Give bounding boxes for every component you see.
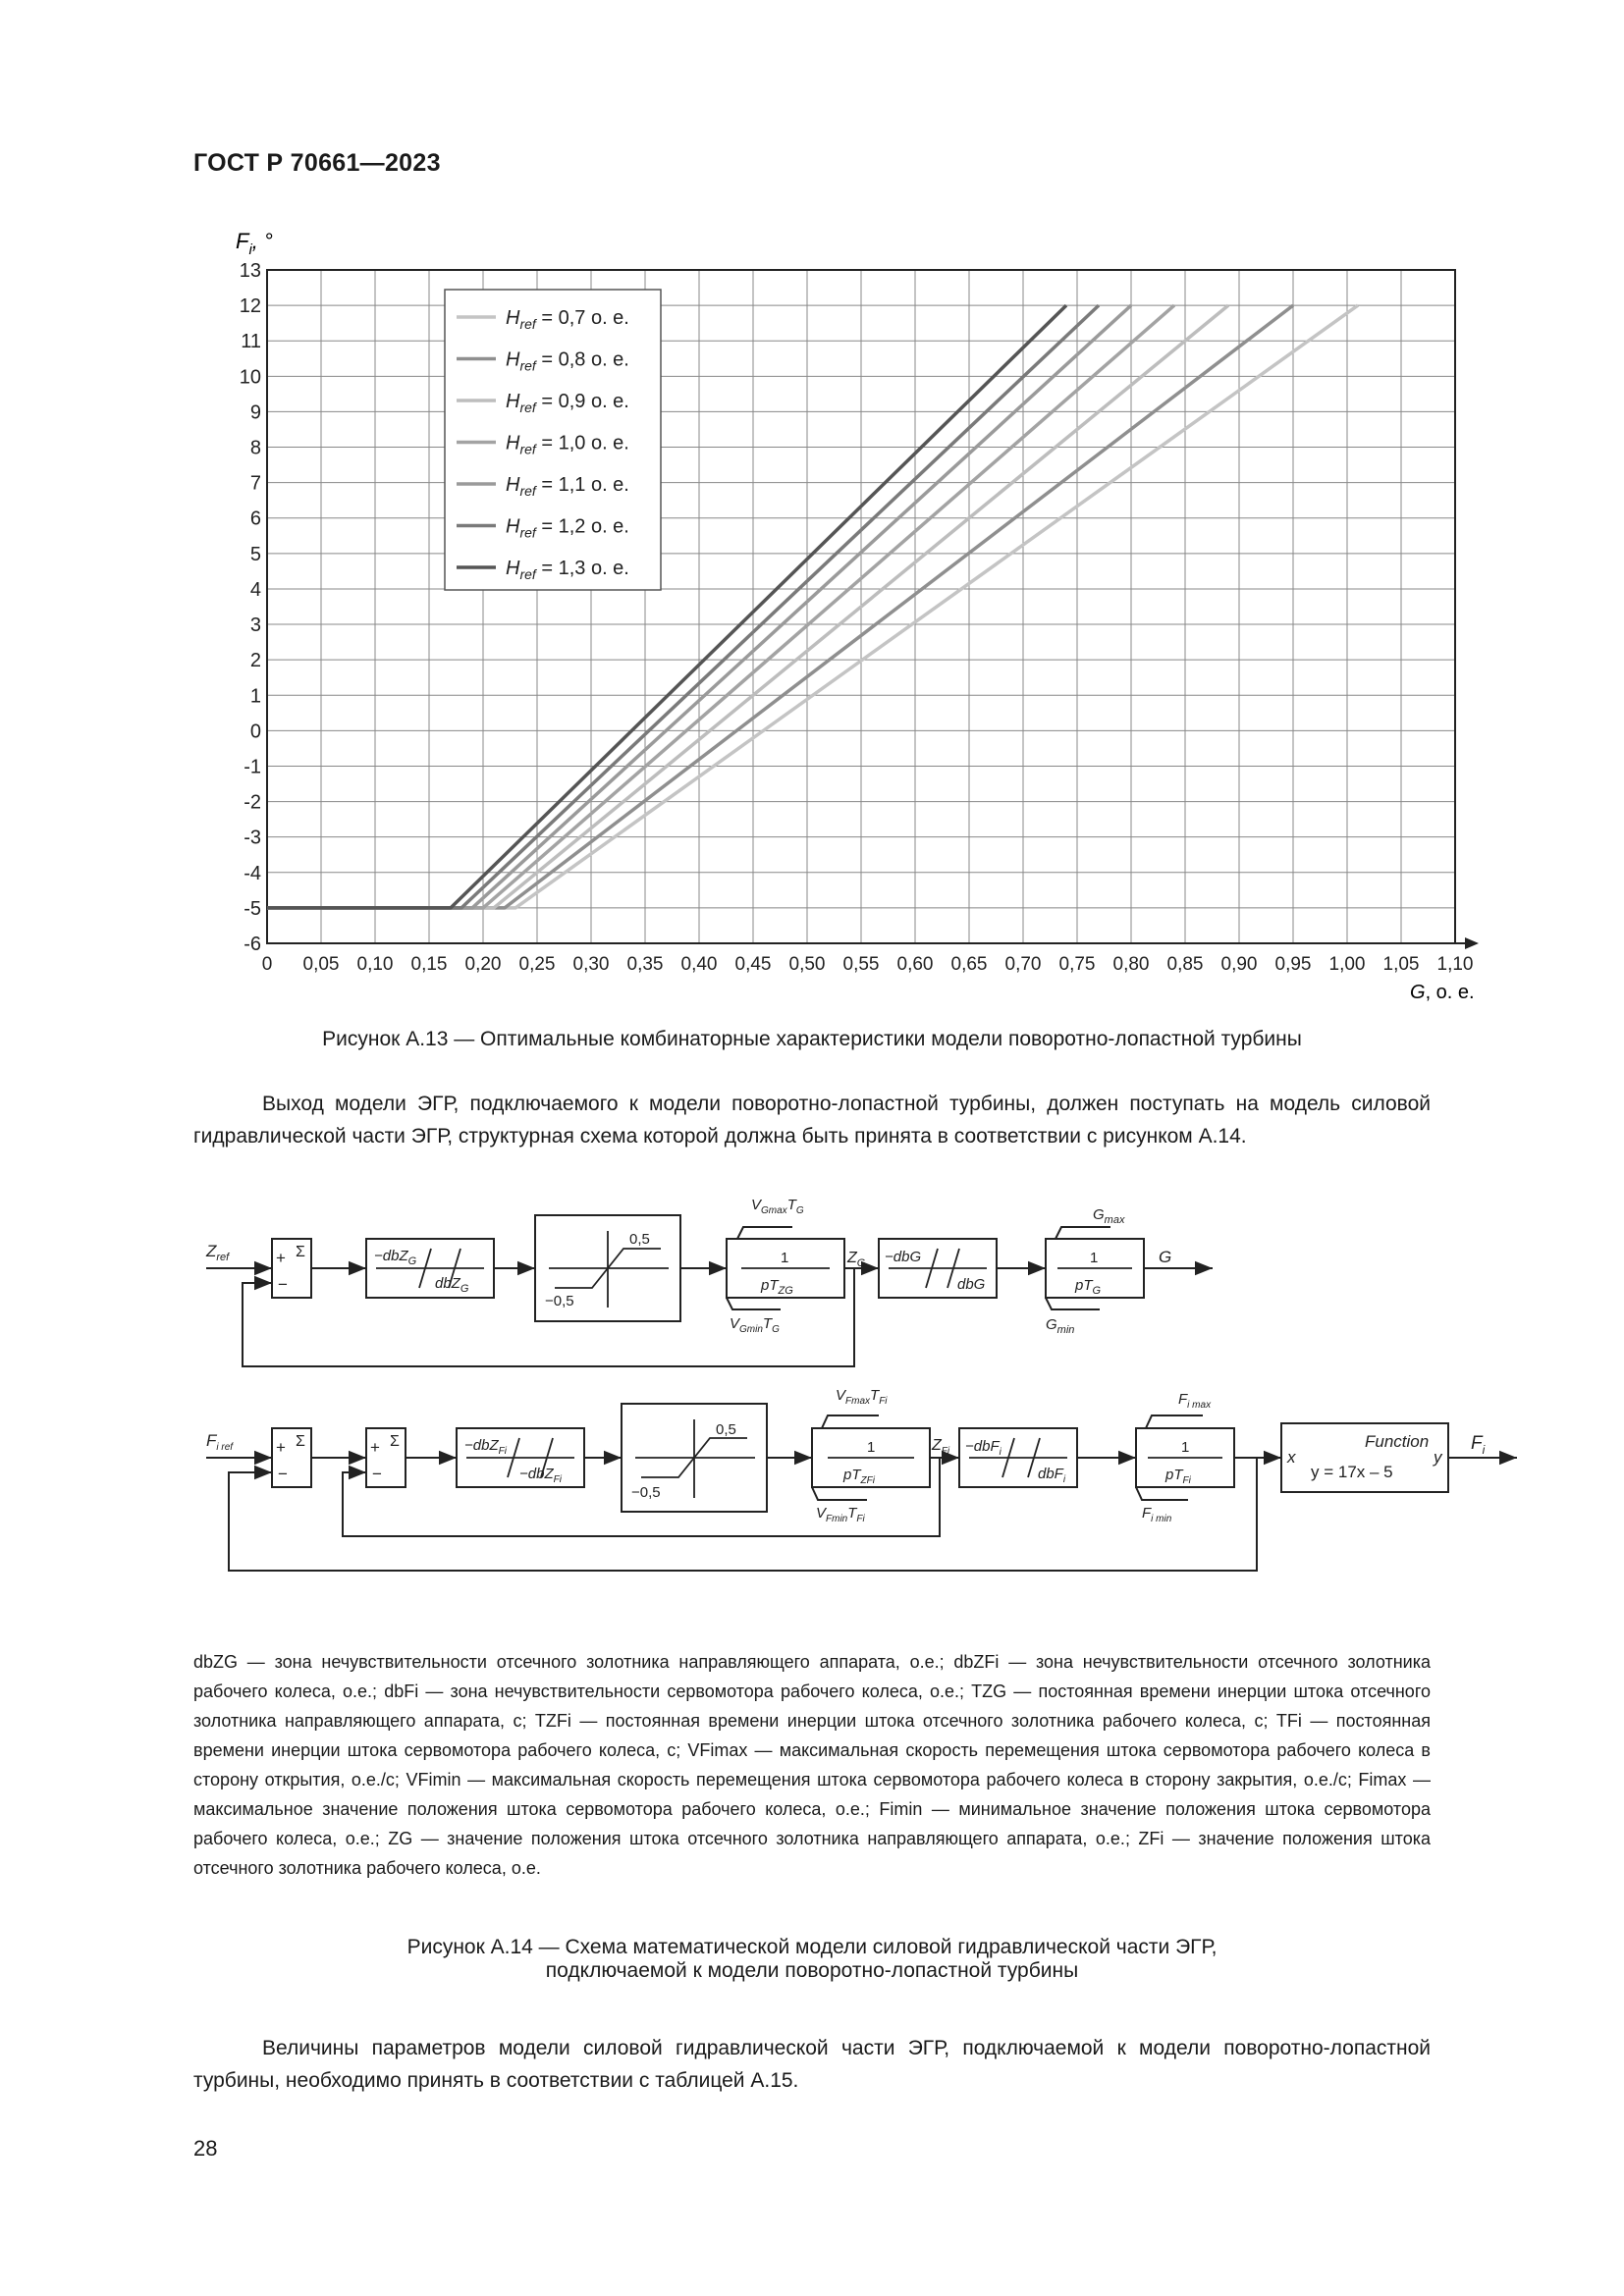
paragraph-1-text: Выход модели ЭГР, подключаемого к модели поворотно-лопастной турбины, должен поступать на модель силовой гидравлической части ЭГР, структурная схема которой должна быть принята в соответствии с рисунком А.14. (193, 1093, 1431, 1148)
function-input: x (1287, 1448, 1296, 1467)
page-number: 28 (193, 2136, 218, 2161)
legend-label: $H_{ref} = 0,8$ о. е. (506, 348, 629, 374)
chart-legend (445, 290, 661, 590)
series-line (267, 305, 1174, 908)
row2-int2-den: $pT_{Fi}$ (1165, 1467, 1191, 1486)
chart-series (267, 305, 1358, 908)
row1-db-right: dbZ$_G$ (435, 1275, 469, 1295)
y-tick-label: 2 (249, 650, 261, 672)
x-tick-label: 0,60 (896, 954, 934, 975)
row2-input-label: $F_{i ref}$ (206, 1431, 234, 1453)
paragraph-1 (193, 1088, 1431, 1152)
x-tick-label: 0,50 (788, 954, 826, 975)
row1-int-num: 1 (781, 1250, 789, 1266)
row2-db-right: −dbZ$_{Fi}$ (519, 1466, 562, 1485)
x-tick-label: 0,10 (356, 954, 394, 975)
y-tick-label: 8 (249, 437, 261, 459)
y-tick-label: 11 (241, 331, 261, 353)
x-tick-label: 0,45 (734, 954, 772, 975)
y-tick-label: 10 (239, 366, 261, 389)
y-tick-label: -6 (244, 934, 261, 955)
row1-zg-label: $Z_G$ (847, 1250, 866, 1269)
row2-int2-num: 1 (1181, 1439, 1190, 1456)
y-tick-label: 0 (249, 721, 261, 743)
y-tick-labels (240, 260, 261, 955)
series-line (267, 305, 1358, 908)
series-line (267, 305, 1066, 908)
row2-plus-2: + (370, 1438, 380, 1457)
row2-minus-1: − (278, 1465, 288, 1483)
y-tick-label: -3 (244, 827, 261, 849)
y-tick-label: -1 (244, 756, 261, 778)
document-code: ГОСТ Р 70661—2023 (193, 149, 441, 177)
series-line (267, 305, 1228, 908)
x-tick-label: 0,95 (1274, 954, 1312, 975)
row2-fmax: $F_{i max}$ (1178, 1391, 1212, 1411)
block-diagram (191, 1198, 1527, 1639)
row1-gmax: $G_{max}$ (1093, 1206, 1125, 1226)
paragraph-2-text: Величины параметров модели силовой гидравлической части ЭГР, подключаемой к модели поворотно-лопастной турбины, необходимо принять в соответствии с таблицей А.15. (193, 2037, 1431, 2092)
y-tick-label: 3 (249, 614, 261, 637)
x-tick-label: 0,40 (680, 954, 718, 975)
legend-label: $H_{ref} = 0,7$ о. е. (506, 307, 629, 332)
figure-13-caption: Рисунок А.13 — Оптимальные комбинаторные характеристики модели поворотно-лопастной турбины (322, 1028, 1302, 1050)
row2-vmin: $V_{Fmin}T_{Fi}$ (816, 1505, 865, 1524)
x-axis-arrow (1465, 937, 1479, 949)
function-title: Function (1365, 1432, 1430, 1451)
x-tick-label: 0,80 (1112, 954, 1150, 975)
x-tick-label: 0,35 (626, 954, 664, 975)
row2-zf-label: $Z_{Fi}$ (932, 1437, 950, 1457)
row1-input-label: $Z_{ref}$ (206, 1242, 230, 1263)
x-tick-label: 0,75 (1058, 954, 1096, 975)
row1-vmin: $V_{Gmin}T_G$ (730, 1315, 780, 1335)
x-tick-label: 0,90 (1220, 954, 1258, 975)
x-tick-label: 0,85 (1166, 954, 1204, 975)
row1-sat-pos: 0,5 (629, 1231, 650, 1248)
x-tick-label: 0,05 (302, 954, 340, 975)
legend-label: $H_{ref} = 1,1$ о. е. (506, 474, 629, 499)
row2-vmax: $V_{Fmax}T_{Fi}$ (836, 1387, 888, 1407)
row1-db2-left: −dbG (885, 1249, 922, 1265)
function-output: y (1434, 1448, 1442, 1467)
row2-plus-1: + (276, 1438, 286, 1457)
figure-14-caption-line-2: подключаемой к модели поворотно-лопастной турбины (545, 1959, 1079, 1982)
row2-int-num: 1 (867, 1439, 876, 1456)
function-expression: y = 17x – 5 (1311, 1463, 1393, 1481)
x-axis-label: G, о. е. (1410, 982, 1475, 1003)
x-tick-label: 1,00 (1328, 954, 1366, 975)
row2-minus-2: − (372, 1465, 382, 1483)
row1-sat-neg: −0,5 (545, 1293, 574, 1309)
row2-db2-left: −dbF$_i$ (965, 1438, 1001, 1458)
row1-db-left: −dbZ$_G$ (374, 1248, 417, 1267)
x-tick-labels (262, 954, 1474, 975)
y-tick-label: 13 (239, 260, 261, 282)
y-tick-label: 5 (249, 543, 261, 565)
row1-db2-right: dbG (957, 1276, 986, 1293)
figure-14-legend: dbZG — зона нечувствительности отсечного золотника направляющего аппарата, о.е.; dbZFi — зона нечувствительности отсечного золотника рабочего колеса, о.е.; dbFi — зона нечувствительности сервомотора рабочего колеса, о.е.; TZG — постоянная времени инерции штока отсечного золотника направляющего аппарата, с; TZFi — постоянная времени инерции штока отсечного золотника рабочего колеса, с; TFi — постоянная времени инерции штока сервомотора рабочего колеса, с; VFimax — максимальная скорость перемещения штока сервомотора рабочего колеса в сторону открытия, о.е./с; VFimin — максимальная скорость перемещения штока сервомотора рабочего колеса в сторону закрытия, о.е./с; Fimax — максимальное значение положения штока сервомотора рабочего колеса, о.е.; Fimin — минимальное значение положения штока сервомотора рабочего колеса, о.е.; ZG — значение положения штока отсечного золотника направляющего аппарата, о.е.; ZFi — значение положения штока отсечного золотника рабочего колеса, о.е. (193, 1652, 1431, 1878)
row2-db-left: −dbZ$_{Fi}$ (464, 1437, 507, 1457)
x-tick-label: 0,70 (1004, 954, 1042, 975)
x-tick-label: 0,30 (572, 954, 610, 975)
figure-14-caption (193, 1936, 1431, 1983)
y-tick-label: 9 (249, 401, 261, 424)
row1-sigma: Σ (296, 1244, 305, 1260)
row2-fmin: $F_{i min}$ (1142, 1505, 1172, 1524)
y-tick-label: -2 (244, 791, 261, 814)
legend-label: $H_{ref} = 1,3$ о. е. (506, 558, 629, 582)
row2-sat-pos: 0,5 (716, 1421, 736, 1438)
row1-int2-den: $pT_G$ (1075, 1277, 1102, 1297)
x-tick-label: 0 (261, 954, 273, 975)
row2-sigma-2: Σ (390, 1433, 400, 1450)
row1-output-label: G (1159, 1248, 1172, 1266)
row1-plus: + (276, 1249, 286, 1267)
row2-db2-right: dbF$_i$ (1038, 1466, 1066, 1485)
row2-output-label: $F_i$ (1471, 1433, 1486, 1457)
combinator-chart (216, 221, 1492, 1016)
row2-int-den: $pT_{ZFi}$ (843, 1467, 875, 1486)
row1-gmin: $G_{min}$ (1046, 1316, 1075, 1336)
x-tick-label: 0,20 (464, 954, 502, 975)
y-tick-label: 1 (249, 685, 261, 708)
y-tick-label: 6 (249, 507, 261, 530)
y-tick-label: -5 (244, 897, 261, 920)
row2-sat-neg: −0,5 (631, 1484, 661, 1501)
x-tick-label: 1,10 (1436, 954, 1474, 975)
row1-vmax: $V_{Gmax}T_G$ (751, 1198, 804, 1216)
y-tick-label: 7 (249, 472, 261, 495)
row1-int2-num: 1 (1090, 1250, 1099, 1266)
legend-label: $H_{ref} = 1,2$ о. е. (506, 515, 629, 541)
row1-minus: − (278, 1275, 288, 1294)
y-axis-label: $F_i$, ° (236, 229, 273, 258)
legend-label: $H_{ref} = 0,9$ о. е. (506, 391, 629, 415)
x-tick-label: 0,25 (518, 954, 556, 975)
x-tick-label: 0,55 (842, 954, 880, 975)
y-tick-label: 4 (249, 578, 261, 601)
row2-sigma-1: Σ (296, 1433, 305, 1450)
row1-int-den: $pT_{ZG}$ (761, 1277, 793, 1297)
y-tick-label: -4 (244, 862, 261, 884)
y-tick-label: 12 (239, 295, 261, 318)
figure-14-caption-line-1: Рисунок А.14 — Схема математической модели силовой гидравлической части ЭГР, (406, 1936, 1218, 1958)
x-tick-label: 1,05 (1382, 954, 1420, 975)
x-tick-label: 0,15 (410, 954, 448, 975)
legend-label: $H_{ref} = 1,0$ о. е. (506, 432, 629, 457)
paragraph-2 (193, 2032, 1431, 2097)
x-tick-label: 0,65 (950, 954, 988, 975)
